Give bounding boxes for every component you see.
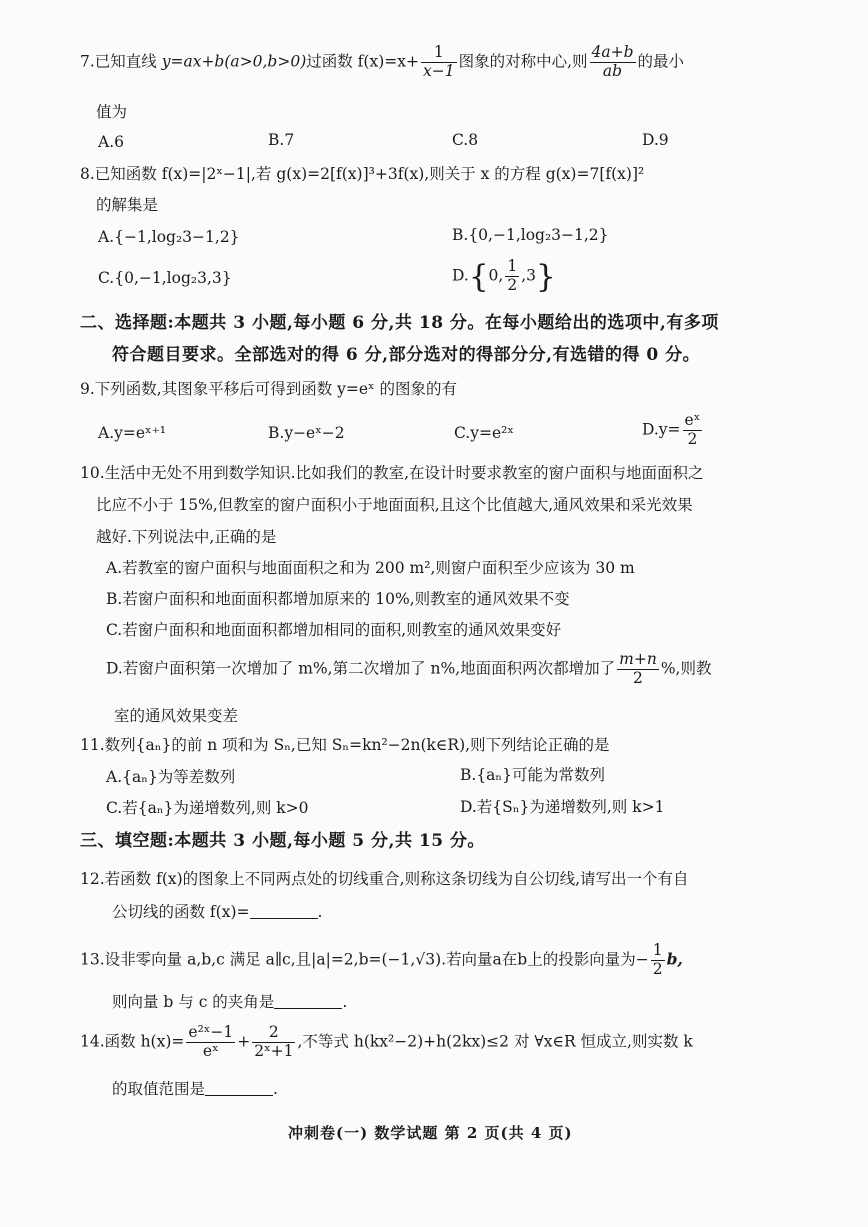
q12-stem-line2 [112, 903, 322, 922]
q10-option-d-cont: 室的通风效果变差 [114, 707, 239, 725]
q8-stem-cont: 的解集是 [96, 196, 159, 214]
q7-stem [80, 44, 684, 81]
q14-stem-line2b: . [273, 1080, 278, 1098]
q13-frac [651, 942, 665, 979]
q10-option-d [106, 651, 711, 688]
q13-stem-line1 [80, 942, 683, 979]
q7-option-b: B.7 [268, 131, 295, 149]
q7-stem-d: 的最小 [637, 52, 685, 71]
q7-line-eq: y=ax+b(a>0,b>0) [161, 52, 307, 71]
q14-frac2-num: 2 [252, 1024, 295, 1043]
q11-option-b: B.{aₙ}可能为常数列 [460, 766, 605, 784]
q7-stem-c: 图象的对称中心,则 [458, 52, 588, 71]
section-2-heading-cont: 符合题目要求。全部选对的得 6 分,部分选对的得部分分,有选错的得 0 分。 [112, 345, 701, 365]
q10-option-d-frac [617, 651, 659, 688]
q7-frac2-den: ab [602, 61, 623, 80]
q8-option-d-pre: D. [452, 266, 469, 285]
q13-stem-line1a: 13.设非零向量 a,b,c 满足 a∥c,且|a|=2,b=(−1,√3).若向量a在b上的投影向量为− [80, 950, 649, 969]
q9-option-d-pre: D.y= [642, 420, 681, 439]
q9-option-d [642, 412, 704, 449]
q9-option-d-den: 2 [687, 429, 698, 448]
q11-stem: 11.数列{aₙ}的前 n 项和为 Sₙ,已知 Sₙ=kn²−2n(k∈R),则下列结论正确的是 [80, 736, 610, 754]
q10-option-c: C.若窗户面积和地面面积都增加相同的面积,则教室的通风效果变好 [106, 621, 562, 639]
page-footer: 冲刺卷(一) 数学试题 第 2 页(共 4 页) [288, 1124, 573, 1142]
left-brace: { [468, 259, 489, 296]
q7-option-a: A.6 [98, 133, 124, 151]
q11-option-c: C.若{aₙ}为递增数列,则 k>0 [106, 799, 309, 817]
q7-frac-den: x−1 [422, 61, 455, 80]
q12-stem-line1: 12.若函数 f(x)的图象上不同两点处的切线重合,则称这条切线为自公切线,请写出一个有自 [80, 870, 689, 888]
right-brace: } [536, 259, 556, 296]
q9-stem: 9.下列函数,其图象平移后可得到函数 y=eˣ 的图象的有 [80, 380, 458, 398]
q13-frac-num: 1 [652, 941, 663, 959]
q7-frac [421, 44, 457, 81]
q14-frac1-den: eˣ [202, 1041, 219, 1060]
q14-stem-line2 [112, 1080, 278, 1099]
q7-frac2 [590, 44, 636, 81]
q8-option-b: B.{0,−1,log₂3−1,2} [452, 226, 609, 244]
q7-option-d: D.9 [642, 131, 669, 149]
q10-option-d-num: m+n [619, 650, 657, 668]
q12-stem-line2a: 公切线的函数 f(x)= [112, 903, 250, 921]
q8-option-d-den: 2 [507, 275, 518, 294]
q9-option-d-frac [683, 412, 703, 449]
q10-stem-line2: 比应不小于 15%,但教室的窗户面积小于地面面积,且这个比值越大,通风效果和采光效果 [96, 496, 693, 514]
q9-option-c: C.y=e²ˣ [454, 424, 514, 442]
q9-option-d-num: eˣ [684, 411, 701, 429]
answer-blank[interactable] [205, 1095, 273, 1096]
q8-option-a: A.{−1,log₂3−1,2} [98, 228, 240, 246]
q14-frac2 [252, 1024, 295, 1061]
q7-option-c: C.8 [452, 131, 479, 149]
q13-frac-den: 2 [652, 959, 663, 978]
q14-stem-line1a: 14.函数 h(x)= [80, 1032, 185, 1051]
q9-option-a: A.y=eˣ⁺¹ [98, 424, 167, 442]
q14-frac1 [186, 1024, 235, 1061]
q14-plus: + [237, 1032, 251, 1051]
q10-stem-line3: 越好.下列说法中,正确的是 [96, 528, 277, 546]
q11-option-d: D.若{Sₙ}为递增数列,则 k>1 [460, 798, 665, 816]
answer-blank[interactable] [274, 1008, 342, 1009]
q7-stem-a: 7.已知直线 [80, 52, 162, 71]
q7-stem-b: 过函数 f(x)=x+ [306, 52, 419, 71]
q13-stem-line2 [112, 993, 347, 1012]
q14-frac1-num: e²ˣ−1 [188, 1023, 234, 1041]
section-2-heading: 二、选择题:本题共 3 小题,每小题 6 分,共 18 分。在每小题给出的选项中,有多项 [80, 313, 719, 333]
q7-stem-cont: 值为 [96, 103, 128, 121]
q10-option-d-b: %,则教 [660, 659, 712, 678]
q8-option-d-b: ,3 [521, 266, 537, 285]
q13-stem-line1b: b, [666, 949, 683, 969]
q14-stem-line1 [80, 1024, 693, 1061]
q8-stem: 8.已知函数 f(x)=|2ˣ−1|,若 g(x)=2[f(x)]³+3f(x),则关于 x 的方程 g(x)=7[f(x)]² [80, 165, 645, 183]
q13-stem-line2b: . [342, 993, 348, 1011]
q10-option-d-a: D.若窗户面积第一次增加了 m%,第二次增加了 n%,地面面积两次都增加了 [106, 659, 616, 678]
q12-stem-line2b: . [317, 903, 323, 921]
q7-frac-num: 1 [421, 44, 457, 63]
q14-frac2-den: 2ˣ+1 [254, 1041, 294, 1060]
q10-option-d-den: 2 [633, 668, 643, 687]
q14-stem-line2a: 的取值范围是 [112, 1080, 206, 1098]
q14-stem-line1b: ,不等式 h(kx²−2)+h(2kx)≤2 对 ∀x∈R 恒成立,则实数 k [297, 1032, 693, 1051]
q10-stem-line1: 10.生活中无处不用到数学知识.比如我们的教室,在设计时要求教室的窗户面积与地面面积之 [80, 464, 704, 482]
section-3-heading: 三、填空题:本题共 3 小题,每小题 5 分,共 15 分。 [80, 831, 485, 851]
q9-option-b: B.y−eˣ−2 [268, 424, 345, 442]
answer-blank[interactable] [250, 918, 318, 919]
q8-option-d-num: 1 [507, 257, 518, 275]
q8-option-d [452, 258, 556, 296]
q7-frac2-num: 4a+b [591, 43, 634, 61]
q8-option-c: C.{0,−1,log₂3,3} [98, 269, 232, 287]
q11-option-a: A.{aₙ}为等差数列 [106, 768, 236, 786]
q13-stem-line2a: 则向量 b 与 c 的夹角是 [112, 993, 275, 1011]
q10-option-b: B.若窗户面积和地面面积都增加原来的 10%,则教室的通风效果不变 [106, 590, 570, 608]
q8-option-d-a: 0, [488, 266, 504, 285]
q8-option-d-frac [505, 258, 519, 295]
q10-option-a: A.若教室的窗户面积与地面面积之和为 200 m²,则窗户面积至少应该为 30 m [106, 559, 635, 577]
